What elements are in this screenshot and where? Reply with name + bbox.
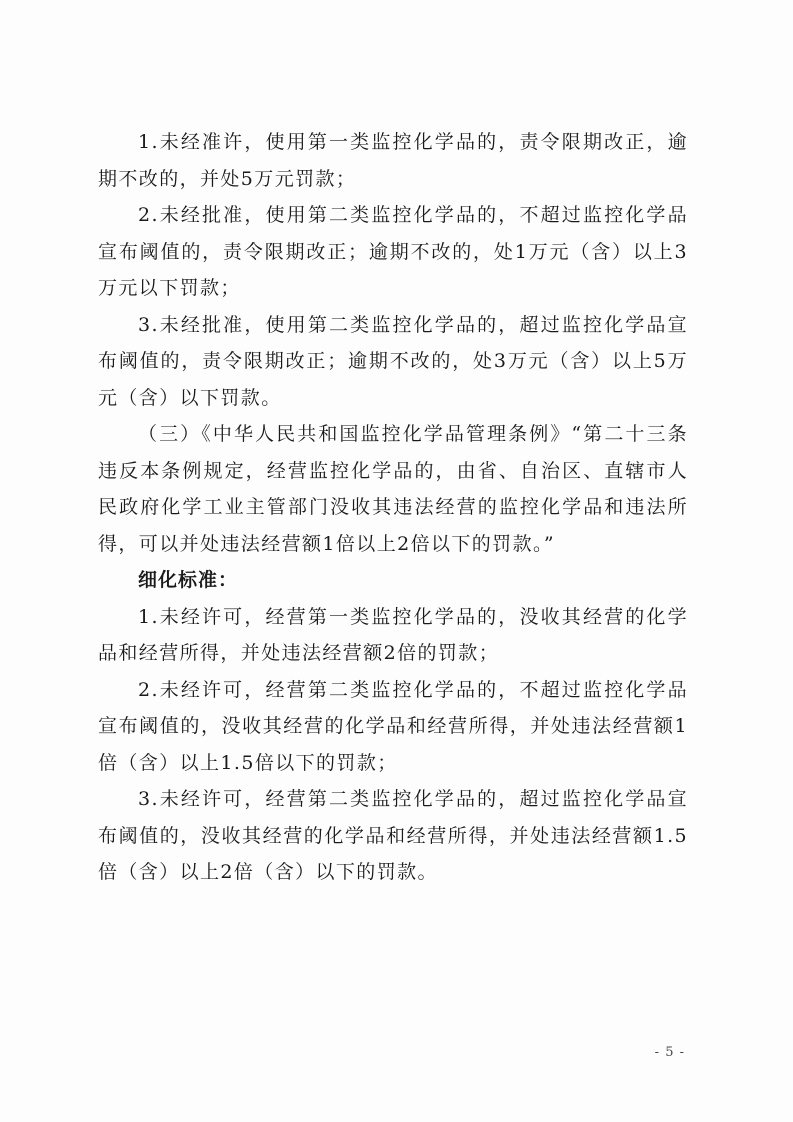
paragraph-trade-category-one: 1.未经许可，经营第一类监控化学品的，没收其经营的化学品和经营所得，并处违法经营额2倍的罚款； (98, 605, 688, 664)
paragraph-regulation-article-23: （三）《中华人民共和国监控化学品管理条例》“第二十三条违反本条例规定，经营监控化学品的，由省、自治区、直辖市人民政府化学工业主管部门没收其违法经营的监控化学品和违法所得，可以并处违法经营额1倍以上2倍以下的罚款。” (98, 423, 688, 555)
paragraph-trade-category-two-above-threshold: 3.未经许可，经营第二类监控化学品的，超过监控化学品宣布阈值的，没收其经营的化学品和经营所得，并处违法经营额1.5倍（含）以上2倍（含）以下的罚款。 (98, 788, 688, 883)
document-body (98, 124, 688, 891)
section-heading-detailed-standards: 细化标准： (138, 569, 239, 591)
paragraph-trade-category-two-below-threshold: 2.未经许可，经营第二类监控化学品的，不超过监控化学品宣布阈值的，没收其经营的化学品和经营所得，并处违法经营额1倍（含）以上1.5倍以下的罚款； (98, 678, 688, 774)
page-number: - 5 - (654, 1045, 685, 1060)
paragraph-use-category-one: 1.未经准许，使用第一类监控化学品的，责令限期改正，逾期不改的，并处5万元罚款； (98, 131, 688, 190)
paragraph-use-category-two-above-threshold: 3.未经批准，使用第二类监控化学品的，超过监控化学品宣布阈值的，责令限期改正；逾期不改的，处3万元（含）以上5万元（含）以下罚款。 (98, 313, 688, 409)
paragraph-use-category-two-below-threshold: 2.未经批准，使用第二类监控化学品的，不超过监控化学品宣布阈值的，责令限期改正；逾期不改的，处1万元（含）以上3万元以下罚款； (98, 204, 688, 299)
